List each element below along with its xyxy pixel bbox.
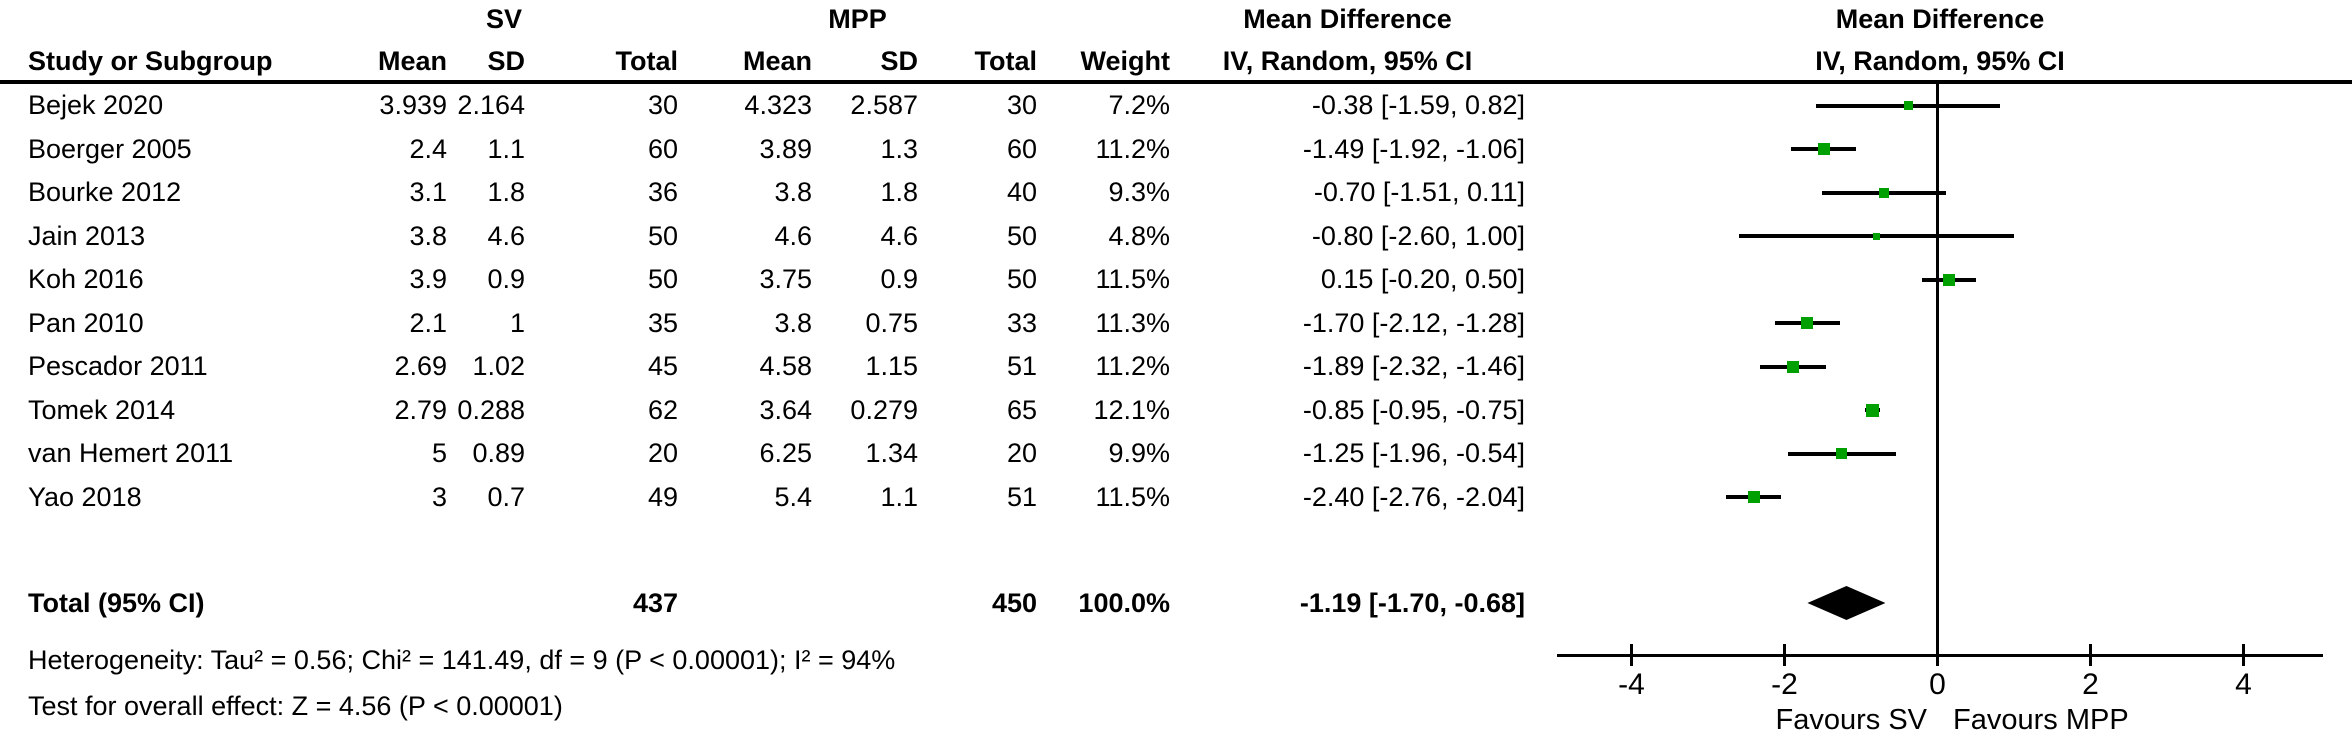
mpp-sd-header: SD	[880, 45, 918, 76]
sv-mean: 3.939	[379, 90, 447, 121]
weight: 11.2%	[1095, 351, 1170, 382]
sv-mean-header: Mean	[377, 45, 447, 76]
sv-sd: 1.1	[487, 133, 525, 164]
overall-effect-text: Test for overall effect: Z = 4.56 (P < 0.00001)	[28, 691, 563, 721]
study-name: Bourke 2012	[28, 177, 182, 208]
mpp-sd: 1.8	[880, 177, 918, 208]
ci-text: -1.49 [-1.92, -1.06]	[1302, 133, 1525, 164]
sv-mean: 3.8	[409, 220, 447, 251]
mpp-mean: 3.75	[759, 264, 812, 295]
study-name: Jain 2013	[28, 220, 146, 251]
mpp-mean: 3.8	[774, 307, 812, 338]
header-separator-line	[0, 80, 2352, 84]
weight: 11.2%	[1095, 133, 1170, 164]
mpp-mean: 3.8	[774, 177, 812, 208]
sv-mean: 2.79	[394, 394, 447, 425]
sv-sd: 0.89	[472, 438, 525, 469]
sv-mean: 2.4	[409, 133, 447, 164]
sv-mean: 2.1	[409, 307, 447, 338]
axis-tick-label: 4	[2235, 668, 2252, 701]
sv-sd: 0.7	[487, 481, 525, 512]
mpp-total: 40	[1006, 177, 1037, 208]
total-mpp-sd	[812, 581, 918, 625]
mpp-sd: 4.6	[880, 220, 918, 251]
study-name: Yao 2018	[28, 481, 142, 512]
mpp-total: 30	[1006, 90, 1037, 121]
mpp-total: 51	[1006, 351, 1037, 382]
axis-tick	[1630, 644, 1633, 666]
summary-diamond	[1807, 586, 1885, 620]
sv-sd: 0.9	[487, 264, 525, 295]
sv-total: 35	[647, 307, 678, 338]
ci-text: -1.89 [-2.32, -1.46]	[1302, 351, 1525, 382]
mpp-sd: 1.15	[865, 351, 918, 382]
effect-marker	[1866, 404, 1879, 417]
effect-marker	[1873, 233, 1880, 240]
mpp-sd: 1.34	[865, 438, 918, 469]
mpp-mean: 4.58	[759, 351, 812, 382]
effect-marker	[1787, 361, 1799, 373]
mpp-total-header: Total	[974, 45, 1037, 76]
mpp-sd: 2.587	[850, 90, 918, 121]
mpp-mean-header: Mean	[742, 45, 812, 76]
total-ci-text: -1.19 [-1.70, -0.68]	[1299, 587, 1525, 618]
sv-total: 50	[647, 220, 678, 251]
sv-total: 20	[647, 438, 678, 469]
weight: 11.3%	[1095, 307, 1170, 338]
axis-tick-label: 2	[2082, 668, 2099, 701]
effect-marker	[1943, 274, 1955, 286]
axis-tick-label: 0	[1929, 668, 1946, 701]
mpp-total: 60	[1006, 133, 1037, 164]
mpp-mean: 3.64	[759, 394, 812, 425]
weight-column-header: Weight	[1080, 45, 1170, 76]
axis-tick	[1936, 644, 1939, 666]
study-name: Pescador 2011	[28, 351, 208, 382]
ci-text: -2.40 [-2.76, -2.04]	[1302, 481, 1525, 512]
weight: 12.1%	[1093, 394, 1170, 425]
weight: 11.5%	[1095, 264, 1170, 295]
sv-total-header: Total	[615, 45, 678, 76]
mpp-mean: 5.4	[774, 481, 812, 512]
sv-mean: 3.1	[409, 177, 447, 208]
mpp-sd: 1.1	[880, 481, 918, 512]
effect-marker	[1879, 188, 1889, 198]
group-header-mpp: MPP	[828, 3, 887, 34]
x-axis-line	[1557, 654, 2323, 657]
md-column-header: Mean Difference	[1243, 3, 1452, 34]
axis-tick-label: -4	[1618, 668, 1645, 701]
heterogeneity-text: Heterogeneity: Tau² = 0.56; Chi² = 141.49, df = 9 (P < 0.00001); I² = 94%	[28, 645, 896, 675]
weight: 9.9%	[1108, 438, 1170, 469]
spacer-cell	[1037, 0, 1170, 38]
mpp-total: 65	[1006, 394, 1037, 425]
mpp-total: 51	[1006, 481, 1037, 512]
weight: 4.8%	[1108, 220, 1170, 251]
total-sv-mean	[330, 581, 447, 625]
plot-md-header: Mean Difference	[1835, 4, 2045, 34]
effect-marker	[1818, 143, 1830, 155]
study-column-header: Study or Subgroup	[28, 45, 273, 76]
favours-left-label: Favours SV	[1775, 704, 1927, 736]
ci-text: -1.25 [-1.96, -0.54]	[1302, 438, 1525, 469]
effect-marker	[1748, 491, 1760, 503]
mpp-sd: 0.75	[865, 307, 918, 338]
sv-sd: 1	[509, 307, 525, 338]
ci-text: -0.38 [-1.59, 0.82]	[1311, 90, 1525, 121]
axis-tick	[2089, 644, 2092, 666]
ci-text: -1.70 [-2.12, -1.28]	[1302, 307, 1525, 338]
ci-text: -0.70 [-1.51, 0.11]	[1313, 177, 1525, 208]
total-mpp-mean	[678, 581, 812, 625]
ci-text: -0.85 [-0.95, -0.75]	[1302, 394, 1525, 425]
zero-line	[1936, 84, 1939, 655]
study-name: van Hemert 2011	[28, 438, 234, 469]
ci-text: -0.80 [-2.60, 1.00]	[1311, 220, 1525, 251]
mpp-sd: 0.9	[880, 264, 918, 295]
spacer-cell	[0, 0, 330, 38]
ci-text: 0.15 [-0.20, 0.50]	[1320, 264, 1525, 295]
mpp-total: 50	[1006, 220, 1037, 251]
sv-mean: 5	[431, 438, 447, 469]
sv-sd: 2.164	[457, 90, 525, 121]
mpp-mean: 3.89	[759, 133, 812, 164]
sv-mean: 3	[431, 481, 447, 512]
weight: 11.5%	[1095, 481, 1170, 512]
effect-marker	[1904, 101, 1913, 110]
weight: 9.3%	[1108, 177, 1170, 208]
total-weight: 100.0%	[1078, 587, 1170, 618]
total-mpp-total: 450	[991, 587, 1037, 618]
study-name: Koh 2016	[28, 264, 144, 295]
sv-sd: 4.6	[487, 220, 525, 251]
mpp-total: 20	[1006, 438, 1037, 469]
mpp-sd: 0.279	[850, 394, 918, 425]
mpp-total: 50	[1006, 264, 1037, 295]
mpp-sd: 1.3	[880, 133, 918, 164]
sv-sd: 1.8	[487, 177, 525, 208]
sv-total: 50	[647, 264, 678, 295]
plot-ci-header: IV, Random, 95% CI	[1815, 46, 2065, 76]
mpp-total: 33	[1006, 307, 1037, 338]
sv-sd: 1.02	[472, 351, 525, 382]
axis-tick-label: -2	[1771, 668, 1798, 701]
axis-tick	[1783, 644, 1786, 666]
study-name: Boerger 2005	[28, 133, 192, 164]
axis-tick	[2242, 644, 2245, 666]
weight: 7.2%	[1108, 90, 1170, 121]
total-sv-total: 437	[632, 587, 678, 618]
sv-total: 60	[647, 133, 678, 164]
study-name: Pan 2010	[28, 307, 144, 338]
sv-mean: 2.69	[394, 351, 447, 382]
mpp-mean: 6.25	[759, 438, 812, 469]
sv-sd-header: SD	[487, 45, 525, 76]
sv-total: 30	[647, 90, 678, 121]
ci-column-header: IV, Random, 95% CI	[1222, 45, 1473, 76]
study-name: Tomek 2014	[28, 394, 176, 425]
sv-total: 45	[647, 351, 678, 382]
sv-mean: 3.9	[409, 264, 447, 295]
row-gap	[0, 519, 1525, 581]
total-sv-sd	[447, 581, 525, 625]
mpp-mean: 4.323	[744, 90, 812, 121]
group-header-sv: SV	[485, 3, 523, 34]
effect-marker	[1836, 448, 1847, 459]
sv-sd: 0.288	[457, 394, 525, 425]
sv-total: 62	[647, 394, 678, 425]
total-study-name: Total (95% CI)	[28, 587, 205, 618]
favours-right-label: Favours MPP	[1953, 704, 2129, 736]
effect-marker	[1801, 317, 1813, 329]
study-name: Bejek 2020	[28, 90, 164, 121]
mpp-mean: 4.6	[774, 220, 812, 251]
sv-total: 49	[647, 481, 678, 512]
sv-total: 36	[647, 177, 678, 208]
